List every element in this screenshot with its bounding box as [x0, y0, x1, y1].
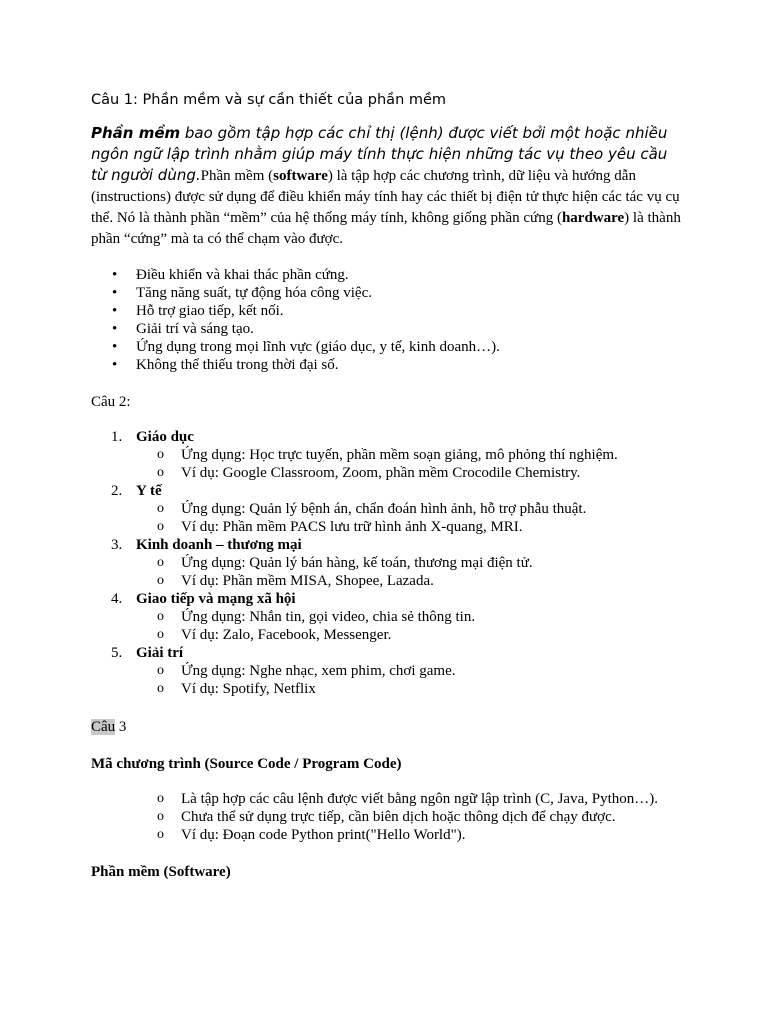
- sub-list: [91, 662, 618, 698]
- list-item-title: Giáo dục: [136, 429, 194, 445]
- question-2-heading: Câu 2:: [91, 394, 131, 410]
- list-item-social: [91, 590, 618, 644]
- sub-list-item: o Ví dụ: Phần mềm PACS lưu trữ hình ảnh X-quang, MRI.: [91, 518, 618, 536]
- sub-list: [91, 500, 618, 536]
- list-item-title: Kinh doanh – thương mại: [136, 537, 302, 553]
- list-item-business: [91, 536, 618, 590]
- sub-list: [91, 790, 658, 844]
- question-1-heading: Câu 1: Phần mềm và sự cần thiết của phần mềm: [91, 92, 447, 108]
- intro-body-part-1: Phần mềm (: [200, 168, 274, 184]
- question-3-heading: [91, 718, 126, 736]
- question-2-numbered-list: [91, 428, 618, 698]
- intro-body-part-2: ) là tập hợp các chương trình, dữ liệu và hướng dẫn (instructions) được sử dụng để điều khiển máy tính hay các thiết bị điện tử thực hiện các tác vụ cụ thể. Nó là thành phần “mềm” của hệ thống máy tính, không giống phần cứng (: [91, 168, 680, 226]
- sub-list-item: o Ứng dụng: Nhắn tin, gọi video, chia sẻ thông tin.: [91, 608, 618, 626]
- intro-body-software: software: [273, 168, 328, 184]
- software-heading: Phần mềm (Software): [91, 864, 231, 880]
- bullet-item: • Giải trí và sáng tạo.: [91, 320, 500, 338]
- bullet-item: • Không thể thiếu trong thời đại số.: [91, 356, 500, 374]
- bullet-item: • Tăng năng suất, tự động hóa công việc.: [91, 284, 500, 302]
- intro-lead-bold: Phần mềm: [91, 124, 181, 142]
- list-item-entertainment: [91, 644, 618, 698]
- sub-list: [91, 554, 618, 590]
- sub-list-item: o Ví dụ: Zalo, Facebook, Messenger.: [91, 626, 618, 644]
- sub-list-item: o Ví dụ: Google Classroom, Zoom, phần mềm Crocodile Chemistry.: [91, 464, 618, 482]
- question-1-bullet-list: [91, 266, 500, 374]
- list-item-title: Giải trí: [136, 645, 184, 661]
- sub-list-item: o Là tập hợp các câu lệnh được viết bằng ngôn ngữ lập trình (C, Java, Python…).: [91, 790, 658, 808]
- list-item-title: Giao tiếp và mạng xã hội: [136, 591, 296, 607]
- sub-list-item: o Ứng dụng: Nghe nhạc, xem phim, chơi game.: [91, 662, 618, 680]
- sub-list-item: o Ví dụ: Phần mềm MISA, Shopee, Lazada.: [91, 572, 618, 590]
- bullet-item: • Điều khiển và khai thác phần cứng.: [91, 266, 500, 284]
- list-number: 1.: [111, 429, 123, 445]
- sub-list-item: o Ví dụ: Spotify, Netflix: [91, 680, 618, 698]
- question-3-number: 3: [115, 719, 127, 735]
- list-number: 3.: [111, 537, 123, 553]
- source-code-list: [91, 790, 658, 844]
- intro-lead-italic: bao gồm tập hợp các chỉ thị (lệnh) được viết bởi một hoặc nhiều ngôn ngữ lập trình nhằm giúp máy tính thực hiện những tác vụ theo yêu cầu từ người dùng.: [91, 124, 668, 184]
- sub-list-item: o Ứng dụng: Quản lý bệnh án, chẩn đoán hình ảnh, hỗ trợ phẫu thuật.: [91, 500, 618, 518]
- sub-list: [91, 446, 618, 482]
- source-code-heading: Mã chương trình (Source Code / Program Code): [91, 756, 402, 772]
- sub-list-item: o Ví dụ: Đoạn code Python print("Hello World").: [91, 826, 658, 844]
- sub-list: [91, 608, 618, 644]
- list-item-health: [91, 482, 618, 536]
- list-number: 4.: [111, 591, 123, 607]
- list-item-title: Y tế: [136, 483, 162, 499]
- list-item-education: [91, 428, 618, 482]
- sub-list-item: o Ứng dụng: Học trực tuyến, phần mềm soạn giảng, mô phỏng thí nghiệm.: [91, 446, 618, 464]
- intro-body-hardware: hardware: [561, 210, 625, 226]
- intro-body-part-3: ) là thành phần “cứng” mà ta có thể chạm vào được.: [91, 210, 681, 247]
- bullet-item: • Ứng dụng trong mọi lĩnh vực (giáo dục, y tế, kinh doanh…).: [91, 338, 500, 356]
- highlighted-text: Câu: [91, 719, 116, 735]
- list-number: 5.: [111, 645, 123, 661]
- sub-list-item: o Chưa thể sử dụng trực tiếp, cần biên dịch hoặc thông dịch để chạy được.: [91, 808, 658, 826]
- list-number: 2.: [111, 483, 123, 499]
- sub-list-item: o Ứng dụng: Quản lý bán hàng, kế toán, thương mại điện tử.: [91, 554, 618, 572]
- bullet-item: • Hỗ trợ giao tiếp, kết nối.: [91, 302, 500, 320]
- question-1-intro-paragraph: [91, 123, 681, 250]
